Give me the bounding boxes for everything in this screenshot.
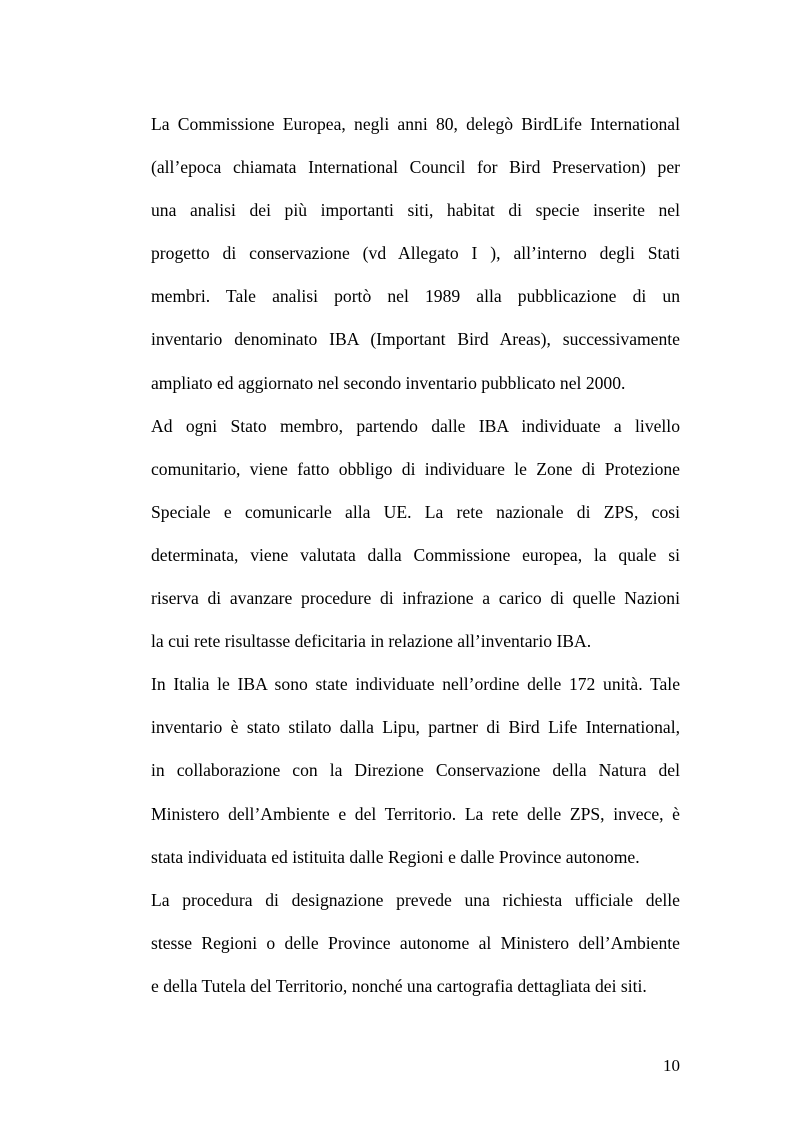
- text-line: stesse Regioni o delle Province autonome al Ministero dell’Ambiente: [151, 932, 680, 953]
- text-line: La Commissione Europea, negli anni 80, delegò BirdLife International: [151, 114, 680, 134]
- text-line: e della Tutela del Territorio, nonché una cartografia dettagliata dei siti.: [151, 975, 647, 996]
- body-text: [151, 103, 680, 1008]
- text-line: (all’epoca chiamata International Council for Bird Preservation) per: [151, 157, 680, 178]
- paragraph-2: [151, 405, 680, 664]
- text-line: Speciale e comunicarle alla UE. La rete nazionale di ZPS, cosi: [151, 501, 680, 522]
- text-line: stata individuata ed istituita dalle Regioni e dalle Province autonome.: [151, 846, 640, 867]
- text-line: riserva di avanzare procedure di infrazione a carico di quelle Nazioni: [151, 588, 680, 609]
- text-line: La procedura di designazione prevede una richiesta ufficiale delle: [151, 889, 680, 910]
- text-line: in collaborazione con la Direzione Conservazione della Natura del: [151, 760, 680, 781]
- text-line: comunitario, viene fatto obbligo di individuare le Zone di Protezione: [151, 458, 680, 479]
- text-line: la cui rete risultasse deficitaria in relazione all’inventario IBA.: [151, 631, 592, 652]
- paragraph-4: [151, 879, 680, 1008]
- text-line: In Italia le IBA sono state individuate nell’ordine delle 172 unità. Tale: [151, 674, 680, 695]
- paragraph-1: [151, 103, 680, 405]
- text-line: progetto di conservazione (vd Allegato I ), all’interno degli Stati: [151, 243, 680, 264]
- text-line: inventario è stato stilato dalla Lipu, partner di Bird Life International,: [151, 717, 680, 738]
- text-line: ampliato ed aggiornato nel secondo inventario pubblicato nel 2000.: [151, 372, 626, 393]
- text-line: determinata, viene valutata dalla Commissione europea, la quale si: [151, 544, 680, 565]
- text-line: Ministero dell’Ambiente e del Territorio. La rete delle ZPS, invece, è: [151, 803, 680, 824]
- page-number: 10: [663, 1056, 680, 1075]
- text-line: una analisi dei più importanti siti, habitat di specie inserite nel: [151, 200, 680, 221]
- text-line: membri. Tale analisi portò nel 1989 alla pubblicazione di un: [151, 286, 680, 307]
- text-line: Ad ogni Stato membro, partendo dalle IBA individuate a livello: [151, 415, 680, 436]
- text-line: inventario denominato IBA (Important Bird Areas), successivamente: [151, 329, 680, 350]
- paragraph-3: [151, 663, 680, 878]
